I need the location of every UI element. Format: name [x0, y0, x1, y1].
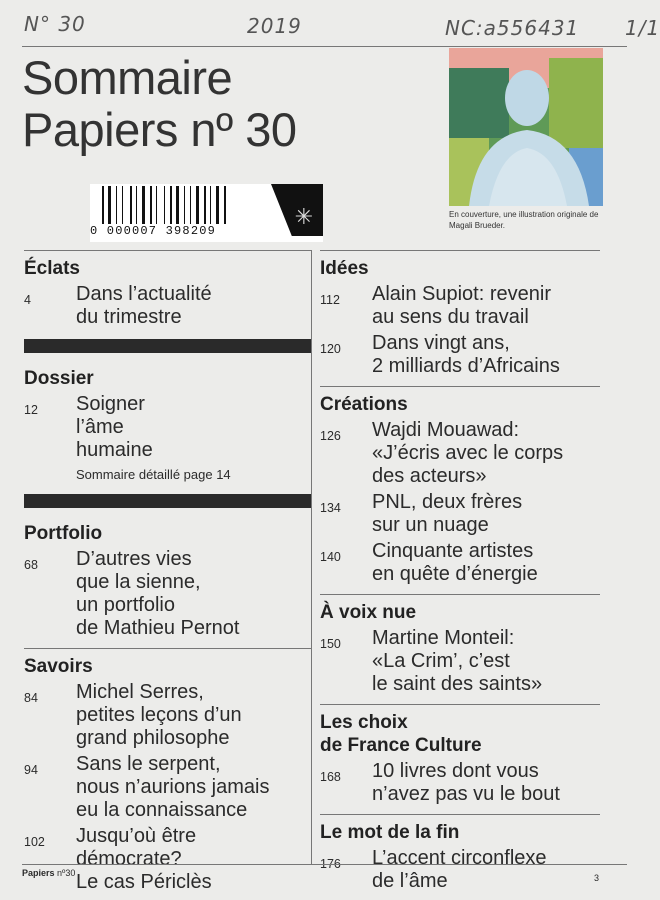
toc-entry[interactable]: [24, 393, 311, 462]
entry-title: Sans le serpent, nous n’aurions jamais eu la connaissance: [76, 753, 270, 821]
entry-page-number: 102: [24, 835, 45, 849]
entry-title: Dans l’actualité du trimestre: [76, 283, 212, 328]
entry-page-number: 84: [24, 691, 38, 705]
barcode: [90, 184, 323, 242]
section-heading: Savoirs: [24, 656, 93, 677]
toc-entry[interactable]: [24, 548, 311, 640]
entry-title: Alain Supiot: revenir au sens du travail: [372, 283, 551, 328]
entry-page-number: 176: [320, 857, 341, 871]
entry-page-number: 4: [24, 293, 31, 307]
toc-entry[interactable]: [320, 540, 600, 586]
toc-entry[interactable]: [24, 681, 311, 750]
entry-page-number: 140: [320, 550, 341, 564]
entry-page-number: 126: [320, 429, 341, 443]
entry-page-number: 68: [24, 558, 38, 572]
entry-page-number: 168: [320, 770, 341, 784]
entry-page-number: 94: [24, 763, 38, 777]
toc-entry[interactable]: [24, 825, 311, 894]
footer-magazine-name: Papiers: [22, 868, 55, 878]
footer-magazine: [22, 868, 75, 878]
entry-title: Jusqu’où être démocrate? Le cas Périclès: [76, 825, 212, 893]
entry-title: Michel Serres, petites leçons d’un grand philosophe: [76, 681, 242, 749]
cover-caption: En couverture, une illustration originale de Magali Brueder.: [449, 210, 599, 230]
entry-title: L’accent circonflexe de l’âme: [372, 847, 547, 892]
toc-entry[interactable]: [320, 627, 600, 696]
barcode-number: 0 000007 398209: [90, 224, 217, 238]
toc-entry[interactable]: [320, 847, 600, 893]
handwritten-year: 2019: [247, 14, 302, 38]
toc-section: [24, 361, 311, 484]
toc-entry[interactable]: [320, 332, 600, 378]
barcode-bars: [102, 186, 272, 224]
toc-section: [24, 516, 311, 640]
footer-issue: nº30: [54, 868, 76, 878]
section-heading: À voix nue: [320, 602, 417, 623]
entry-title: PNL, deux frères sur un nuage: [372, 491, 523, 536]
toc-section: [320, 594, 600, 696]
entry-title: Wajdi Mouawad: «J’écris avec le corps des acteurs»: [372, 419, 564, 487]
star-icon: ✳: [294, 204, 313, 229]
toc-section: [24, 648, 311, 894]
entry-title: D’autres vies que la sienne, un portfolio de Mathieu Pernot: [76, 548, 240, 639]
section-heading: Idées: [320, 258, 369, 279]
toc-section: [24, 250, 311, 329]
toc-section: [320, 814, 600, 893]
section-separator-bar: [24, 339, 311, 353]
handwritten-issue: N° 30: [24, 12, 86, 36]
section-heading: Éclats: [24, 258, 80, 279]
toc-section: [320, 704, 600, 806]
toc-entry[interactable]: [24, 283, 311, 329]
right-column: [320, 250, 600, 893]
footer-page-number: 3: [594, 873, 600, 883]
column-divider: [311, 250, 312, 864]
left-column: [24, 250, 311, 894]
entry-title: Martine Monteil: «La Crim’, c’est le saint des saints»: [372, 627, 543, 695]
title-line-1: Sommaire: [22, 51, 233, 104]
title-line-2: Papiers nº 30: [22, 103, 297, 156]
section-heading: Dossier: [24, 368, 94, 389]
top-rule: [22, 46, 627, 47]
section-heading: Créations: [320, 394, 408, 415]
entry-title: Cinquante artistes en quête d’énergie: [372, 540, 538, 585]
toc-entry[interactable]: [320, 419, 600, 488]
footer-rule: [22, 864, 627, 865]
toc-entry[interactable]: [320, 283, 600, 329]
section-heading: Les choix de France Culture: [320, 712, 482, 756]
entry-title: Soigner l’âme humaine: [76, 393, 153, 461]
entry-title: Dans vingt ans, 2 milliards d’Africains: [372, 332, 560, 377]
detail-note: Sommaire détaillé page 14: [76, 467, 231, 482]
section-heading: Le mot de la fin: [320, 822, 460, 843]
handwritten-reference: NC:a556431: [445, 16, 580, 40]
entry-title: 10 livres dont vous n’avez pas vu le bout: [372, 760, 560, 805]
entry-page-number: 120: [320, 342, 341, 356]
toc-entry[interactable]: [24, 753, 311, 822]
section-heading: Portfolio: [24, 523, 103, 544]
toc-entry[interactable]: [320, 491, 600, 537]
entry-page-number: 12: [24, 403, 38, 417]
page-title: [22, 52, 297, 156]
entry-page-number: 150: [320, 637, 341, 651]
handwritten-mark: 1/1: [625, 16, 660, 40]
entry-page-number: 112: [320, 293, 340, 307]
cover-illustration: [449, 48, 603, 206]
section-separator-bar: [24, 494, 311, 508]
toc-section: [320, 250, 600, 378]
toc-section: [320, 386, 600, 586]
entry-page-number: 134: [320, 501, 341, 515]
toc-entry[interactable]: [320, 760, 600, 806]
